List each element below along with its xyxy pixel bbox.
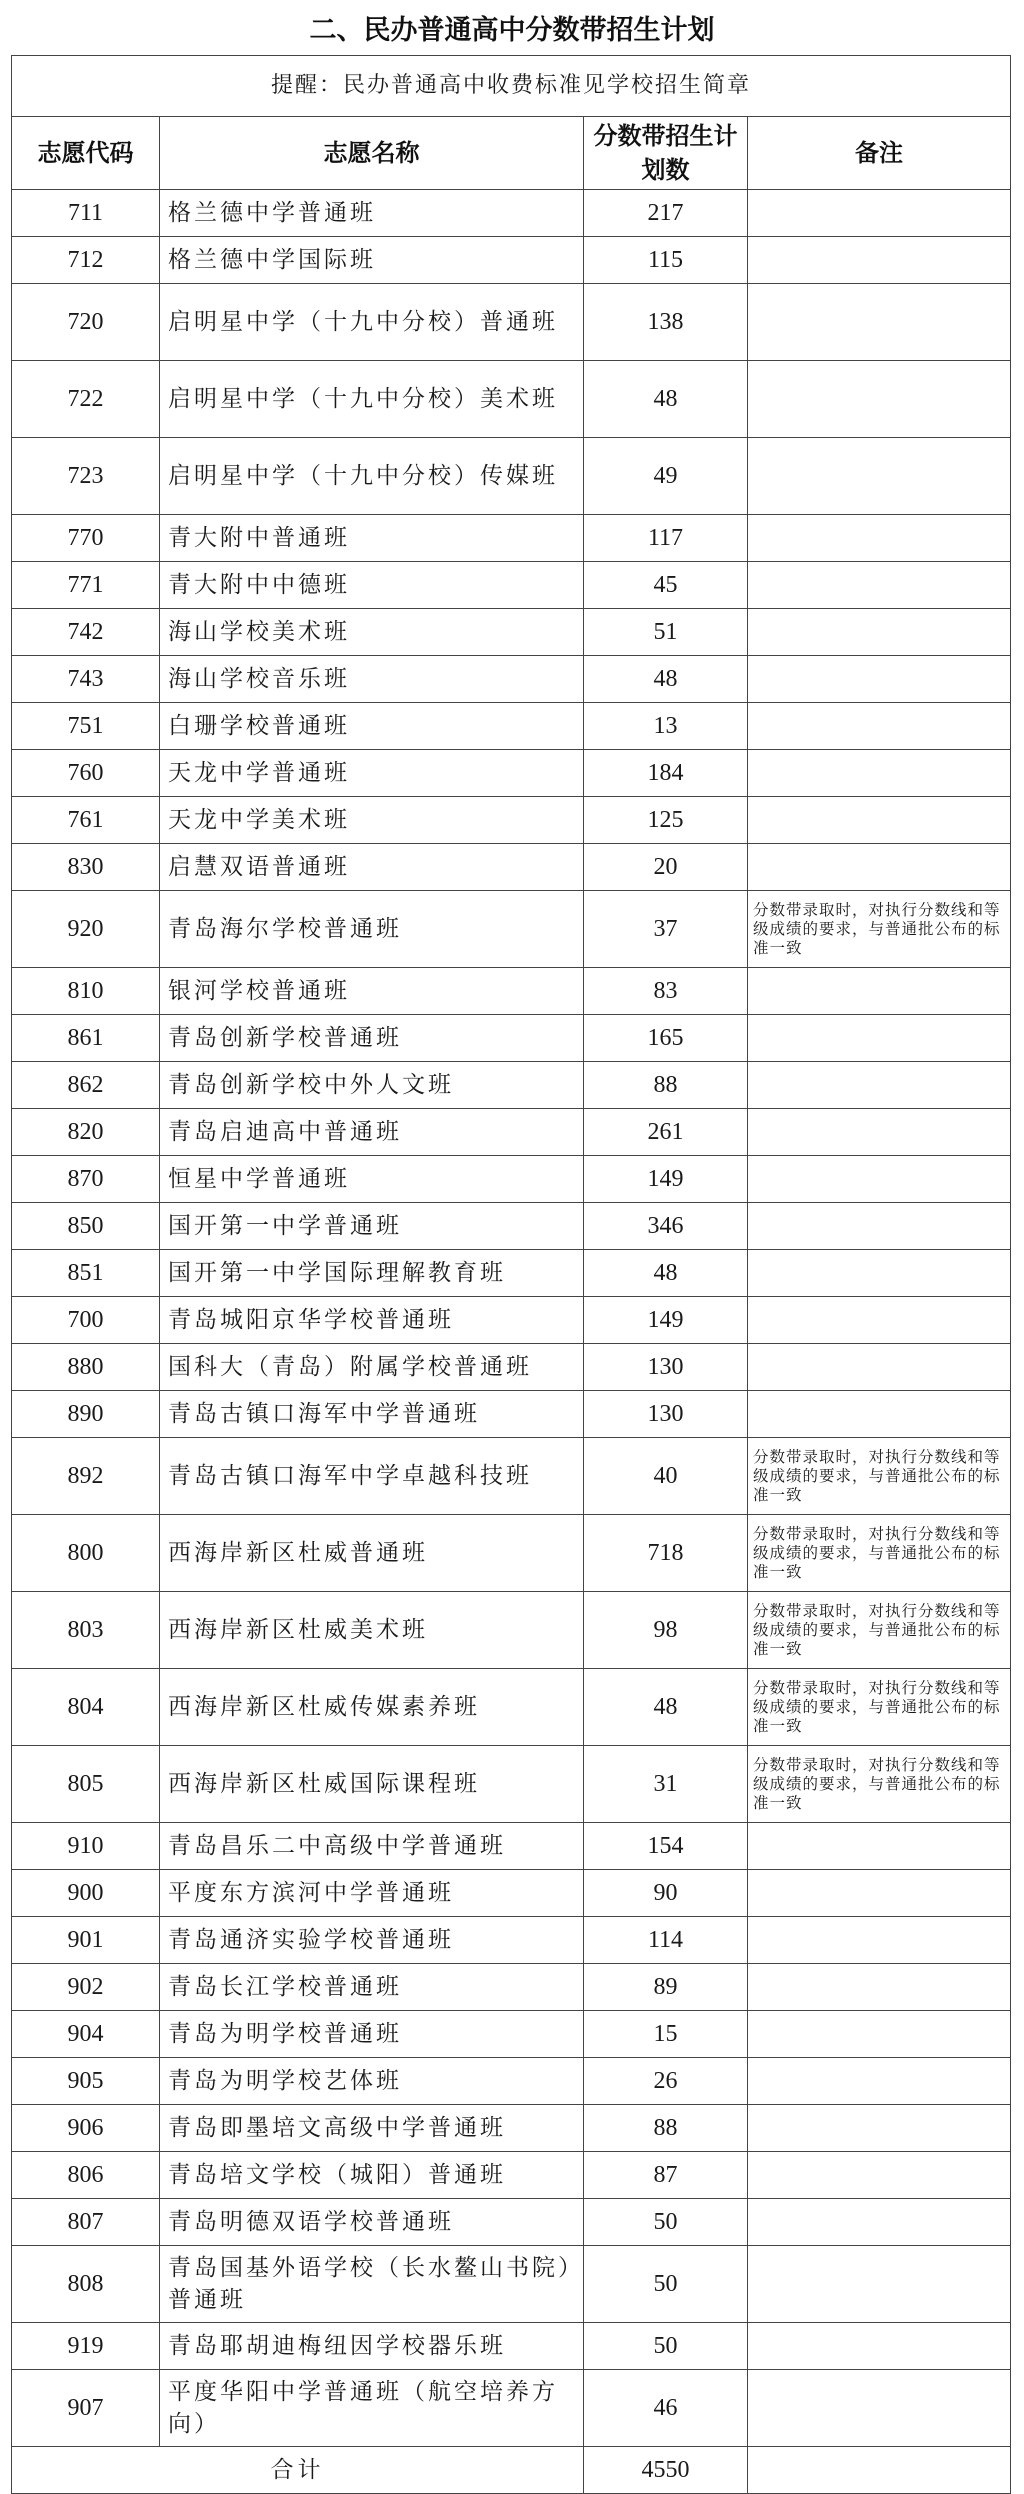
name-cell: 青岛通济实验学校普通班 xyxy=(160,1917,584,1964)
code-cell: 880 xyxy=(12,1344,160,1391)
table-row xyxy=(12,1669,1011,1746)
name-cell: 西海岸新区杜威普通班 xyxy=(160,1515,584,1592)
code-cell: 771 xyxy=(12,562,160,609)
remark-cell xyxy=(748,844,1011,891)
quota-cell: 50 xyxy=(584,2199,748,2246)
table-row xyxy=(12,609,1011,656)
table-row xyxy=(12,2152,1011,2199)
name-cell: 西海岸新区杜威传媒素养班 xyxy=(160,1669,584,1746)
remark-cell xyxy=(748,562,1011,609)
remark-cell xyxy=(748,1391,1011,1438)
enrollment-table xyxy=(11,55,1011,2494)
table-row xyxy=(12,2105,1011,2152)
remark-cell xyxy=(748,750,1011,797)
code-cell: 870 xyxy=(12,1156,160,1203)
name-cell: 平度东方滨河中学普通班 xyxy=(160,1870,584,1917)
name-cell: 西海岸新区杜威美术班 xyxy=(160,1592,584,1669)
table-row xyxy=(12,284,1011,361)
table-row xyxy=(12,891,1011,968)
table-row xyxy=(12,2011,1011,2058)
quota-cell: 15 xyxy=(584,2011,748,2058)
quota-cell: 26 xyxy=(584,2058,748,2105)
table-row xyxy=(12,1746,1011,1823)
code-cell: 723 xyxy=(12,438,160,515)
name-cell: 白珊学校普通班 xyxy=(160,703,584,750)
name-cell: 银河学校普通班 xyxy=(160,968,584,1015)
remark-cell xyxy=(748,1297,1011,1344)
header-name: 志愿名称 xyxy=(160,117,584,190)
name-cell: 青大附中普通班 xyxy=(160,515,584,562)
code-cell: 919 xyxy=(12,2323,160,2370)
table-row xyxy=(12,656,1011,703)
quota-cell: 83 xyxy=(584,968,748,1015)
table-row xyxy=(12,797,1011,844)
remark-cell xyxy=(748,656,1011,703)
remark-cell xyxy=(748,1015,1011,1062)
quota-cell: 117 xyxy=(584,515,748,562)
quota-cell: 184 xyxy=(584,750,748,797)
table-row xyxy=(12,438,1011,515)
table-row xyxy=(12,1917,1011,1964)
remark-cell: 分数带录取时，对执行分数线和等级成绩的要求，与普通批公布的标准一致 xyxy=(748,1746,1011,1823)
name-cell: 国科大（青岛）附属学校普通班 xyxy=(160,1344,584,1391)
quota-cell: 149 xyxy=(584,1297,748,1344)
code-cell: 770 xyxy=(12,515,160,562)
code-cell: 743 xyxy=(12,656,160,703)
code-cell: 907 xyxy=(12,2370,160,2447)
table-row xyxy=(12,1250,1011,1297)
remark-cell: 分数带录取时，对执行分数线和等级成绩的要求，与普通批公布的标准一致 xyxy=(748,1515,1011,1592)
name-cell: 格兰德中学国际班 xyxy=(160,237,584,284)
name-cell: 海山学校美术班 xyxy=(160,609,584,656)
quota-cell: 50 xyxy=(584,2323,748,2370)
name-cell: 青岛海尔学校普通班 xyxy=(160,891,584,968)
quota-cell: 46 xyxy=(584,2370,748,2447)
name-cell: 青岛培文学校（城阳）普通班 xyxy=(160,2152,584,2199)
quota-cell: 130 xyxy=(584,1344,748,1391)
name-cell: 国开第一中学国际理解教育班 xyxy=(160,1250,584,1297)
quota-cell: 45 xyxy=(584,562,748,609)
table-row xyxy=(12,515,1011,562)
code-cell: 742 xyxy=(12,609,160,656)
name-cell: 青岛为明学校艺体班 xyxy=(160,2058,584,2105)
quota-cell: 125 xyxy=(584,797,748,844)
remark-cell xyxy=(748,1109,1011,1156)
table-row xyxy=(12,750,1011,797)
remark-cell xyxy=(748,1156,1011,1203)
page-title: 二、民办普通高中分数带招生计划 xyxy=(309,15,715,46)
code-cell: 904 xyxy=(12,2011,160,2058)
quota-cell: 88 xyxy=(584,1062,748,1109)
code-cell: 851 xyxy=(12,1250,160,1297)
quota-cell: 48 xyxy=(584,656,748,703)
table-row xyxy=(12,844,1011,891)
code-cell: 920 xyxy=(12,891,160,968)
name-cell: 青岛国基外语学校（长水鳌山书院）普通班 xyxy=(160,2246,584,2323)
code-cell: 722 xyxy=(12,361,160,438)
quota-cell: 130 xyxy=(584,1391,748,1438)
remark-cell xyxy=(748,968,1011,1015)
quota-cell: 165 xyxy=(584,1015,748,1062)
name-cell: 天龙中学美术班 xyxy=(160,797,584,844)
name-cell: 国开第一中学普通班 xyxy=(160,1203,584,1250)
table-row xyxy=(12,2058,1011,2105)
code-cell: 810 xyxy=(12,968,160,1015)
quota-cell: 87 xyxy=(584,2152,748,2199)
code-cell: 892 xyxy=(12,1438,160,1515)
name-cell: 启明星中学（十九中分校）美术班 xyxy=(160,361,584,438)
remark-cell: 分数带录取时，对执行分数线和等级成绩的要求，与普通批公布的标准一致 xyxy=(748,1669,1011,1746)
quota-cell: 20 xyxy=(584,844,748,891)
remark-cell xyxy=(748,2199,1011,2246)
remark-cell: 分数带录取时，对执行分数线和等级成绩的要求，与普通批公布的标准一致 xyxy=(748,891,1011,968)
code-cell: 800 xyxy=(12,1515,160,1592)
remark-cell xyxy=(748,2011,1011,2058)
name-cell: 格兰德中学普通班 xyxy=(160,190,584,237)
quota-cell: 138 xyxy=(584,284,748,361)
table-row xyxy=(12,1964,1011,2011)
code-cell: 806 xyxy=(12,2152,160,2199)
remark-cell xyxy=(748,2370,1011,2447)
remark-cell xyxy=(748,1823,1011,1870)
code-cell: 861 xyxy=(12,1015,160,1062)
name-cell: 恒星中学普通班 xyxy=(160,1156,584,1203)
code-cell: 760 xyxy=(12,750,160,797)
name-cell: 青岛耶胡迪梅纽因学校器乐班 xyxy=(160,2323,584,2370)
table-row xyxy=(12,703,1011,750)
table-row xyxy=(12,2246,1011,2323)
table-row xyxy=(12,1515,1011,1592)
remark-cell xyxy=(748,284,1011,361)
code-cell: 820 xyxy=(12,1109,160,1156)
quota-cell: 261 xyxy=(584,1109,748,1156)
quota-cell: 718 xyxy=(584,1515,748,1592)
table-row xyxy=(12,1592,1011,1669)
code-cell: 901 xyxy=(12,1917,160,1964)
quota-cell: 48 xyxy=(584,1250,748,1297)
remark-cell xyxy=(748,2058,1011,2105)
name-cell: 平度华阳中学普通班（航空培养方向） xyxy=(160,2370,584,2447)
quota-cell: 346 xyxy=(584,1203,748,1250)
remark-cell xyxy=(748,190,1011,237)
code-cell: 751 xyxy=(12,703,160,750)
table-row xyxy=(12,1870,1011,1917)
remark-cell xyxy=(748,2246,1011,2323)
total-label: 合计 xyxy=(12,2447,584,2494)
remark-cell xyxy=(748,2105,1011,2152)
name-cell: 青岛明德双语学校普通班 xyxy=(160,2199,584,2246)
code-cell: 890 xyxy=(12,1391,160,1438)
remark-cell xyxy=(748,797,1011,844)
remark-cell xyxy=(748,1062,1011,1109)
code-cell: 720 xyxy=(12,284,160,361)
total-row xyxy=(12,2447,1011,2494)
table-row xyxy=(12,2370,1011,2447)
remark-cell: 分数带录取时，对执行分数线和等级成绩的要求，与普通批公布的标准一致 xyxy=(748,1438,1011,1515)
quota-cell: 37 xyxy=(584,891,748,968)
name-cell: 海山学校音乐班 xyxy=(160,656,584,703)
table-row xyxy=(12,1823,1011,1870)
code-cell: 803 xyxy=(12,1592,160,1669)
table-row xyxy=(12,361,1011,438)
name-cell: 西海岸新区杜威国际课程班 xyxy=(160,1746,584,1823)
header-row xyxy=(12,117,1011,190)
quota-cell: 217 xyxy=(584,190,748,237)
name-cell: 启明星中学（十九中分校）传媒班 xyxy=(160,438,584,515)
table-row xyxy=(12,2199,1011,2246)
quota-cell: 90 xyxy=(584,1870,748,1917)
remark-cell xyxy=(748,1917,1011,1964)
quota-cell: 149 xyxy=(584,1156,748,1203)
code-cell: 850 xyxy=(12,1203,160,1250)
remark-cell xyxy=(748,1964,1011,2011)
remark-cell xyxy=(748,438,1011,515)
quota-cell: 98 xyxy=(584,1592,748,1669)
code-cell: 700 xyxy=(12,1297,160,1344)
name-cell: 青岛昌乐二中高级中学普通班 xyxy=(160,1823,584,1870)
remark-cell xyxy=(748,1250,1011,1297)
name-cell: 青岛创新学校中外人文班 xyxy=(160,1062,584,1109)
quota-cell: 154 xyxy=(584,1823,748,1870)
quota-cell: 49 xyxy=(584,438,748,515)
quota-cell: 89 xyxy=(584,1964,748,2011)
code-cell: 804 xyxy=(12,1669,160,1746)
code-cell: 808 xyxy=(12,2246,160,2323)
quota-cell: 114 xyxy=(584,1917,748,1964)
quota-cell: 13 xyxy=(584,703,748,750)
name-cell: 青岛城阳京华学校普通班 xyxy=(160,1297,584,1344)
remark-cell xyxy=(748,361,1011,438)
remark-cell xyxy=(748,1870,1011,1917)
code-cell: 830 xyxy=(12,844,160,891)
reminder-row xyxy=(12,56,1011,117)
table-row xyxy=(12,1438,1011,1515)
quota-cell: 48 xyxy=(584,1669,748,1746)
table-row xyxy=(12,562,1011,609)
remark-cell xyxy=(748,1344,1011,1391)
quota-cell: 115 xyxy=(584,237,748,284)
table-row xyxy=(12,1062,1011,1109)
header-quota: 分数带招生计划数 xyxy=(584,117,748,190)
code-cell: 711 xyxy=(12,190,160,237)
remark-cell xyxy=(748,237,1011,284)
code-cell: 805 xyxy=(12,1746,160,1823)
quota-cell: 88 xyxy=(584,2105,748,2152)
code-cell: 902 xyxy=(12,1964,160,2011)
table-row xyxy=(12,237,1011,284)
table-row xyxy=(12,1203,1011,1250)
remark-cell: 分数带录取时，对执行分数线和等级成绩的要求，与普通批公布的标准一致 xyxy=(748,1592,1011,1669)
remark-cell xyxy=(748,2152,1011,2199)
table-row xyxy=(12,2323,1011,2370)
name-cell: 青岛长江学校普通班 xyxy=(160,1964,584,2011)
table-row xyxy=(12,1015,1011,1062)
remark-cell xyxy=(748,609,1011,656)
code-cell: 807 xyxy=(12,2199,160,2246)
name-cell: 青岛即墨培文高级中学普通班 xyxy=(160,2105,584,2152)
name-cell: 青岛为明学校普通班 xyxy=(160,2011,584,2058)
name-cell: 青岛古镇口海军中学卓越科技班 xyxy=(160,1438,584,1515)
name-cell: 青岛创新学校普通班 xyxy=(160,1015,584,1062)
quota-cell: 40 xyxy=(584,1438,748,1515)
total-value: 4550 xyxy=(584,2447,748,2494)
name-cell: 青岛启迪高中普通班 xyxy=(160,1109,584,1156)
quota-cell: 31 xyxy=(584,1746,748,1823)
code-cell: 761 xyxy=(12,797,160,844)
table-row xyxy=(12,1109,1011,1156)
quota-cell: 50 xyxy=(584,2246,748,2323)
remark-cell xyxy=(748,515,1011,562)
reminder-text: 提醒：民办普通高中收费标准见学校招生简章 xyxy=(12,56,1011,117)
table-row xyxy=(12,190,1011,237)
table-row xyxy=(12,1391,1011,1438)
name-cell: 启明星中学（十九中分校）普通班 xyxy=(160,284,584,361)
header-remark: 备注 xyxy=(748,117,1011,190)
total-remark xyxy=(748,2447,1011,2494)
name-cell: 青大附中中德班 xyxy=(160,562,584,609)
code-cell: 906 xyxy=(12,2105,160,2152)
table-row xyxy=(12,1344,1011,1391)
code-cell: 862 xyxy=(12,1062,160,1109)
name-cell: 启慧双语普通班 xyxy=(160,844,584,891)
code-cell: 900 xyxy=(12,1870,160,1917)
name-cell: 青岛古镇口海军中学普通班 xyxy=(160,1391,584,1438)
remark-cell xyxy=(748,2323,1011,2370)
quota-cell: 48 xyxy=(584,361,748,438)
table-row xyxy=(12,1156,1011,1203)
table-row xyxy=(12,968,1011,1015)
code-cell: 712 xyxy=(12,237,160,284)
header-code: 志愿代码 xyxy=(12,117,160,190)
code-cell: 910 xyxy=(12,1823,160,1870)
remark-cell xyxy=(748,1203,1011,1250)
quota-cell: 51 xyxy=(584,609,748,656)
table-row xyxy=(12,1297,1011,1344)
name-cell: 天龙中学普通班 xyxy=(160,750,584,797)
remark-cell xyxy=(748,703,1011,750)
code-cell: 905 xyxy=(12,2058,160,2105)
